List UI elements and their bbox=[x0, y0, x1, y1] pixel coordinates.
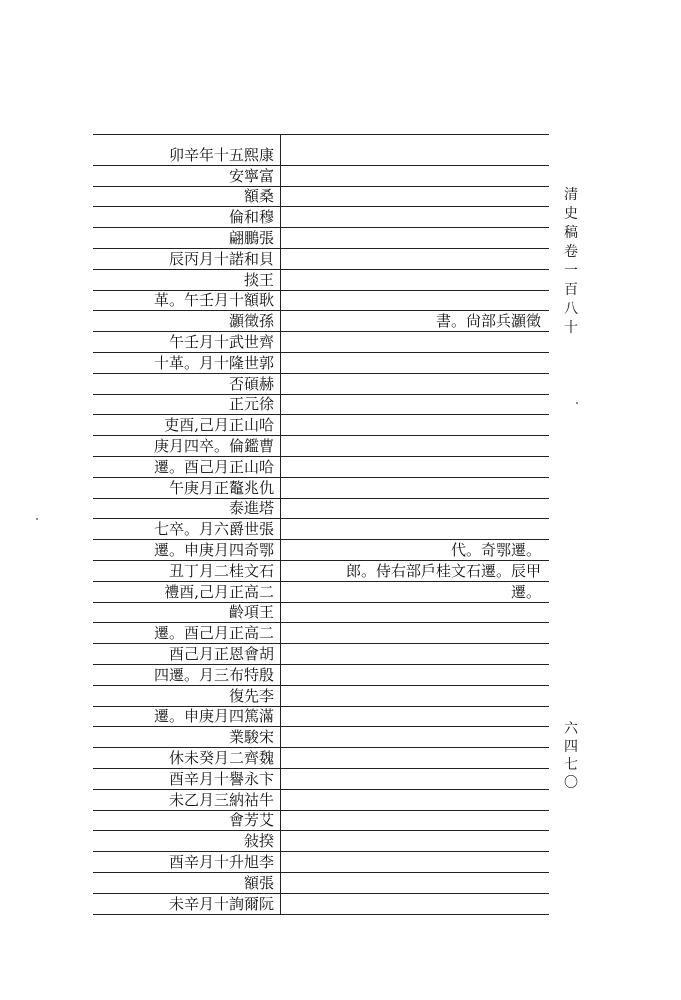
row-left-text: 遷。酉己月正山哈 bbox=[153, 457, 274, 476]
row-left-text: 午庚月正鼇兆仇 bbox=[168, 478, 274, 497]
row-left-text: 正元徐 bbox=[228, 395, 274, 414]
row-left-text: 庚月四卒。倫鑑曹 bbox=[153, 437, 274, 455]
book-title: 清史稿卷一百八十 bbox=[564, 187, 578, 336]
row-left-text: 翩鵬張 bbox=[228, 229, 274, 247]
row-left-text: 齡項王 bbox=[228, 603, 274, 622]
row-left-text: 未辛月十詢爾阮 bbox=[168, 894, 274, 913]
row-right-text: 書。尙部兵灝徵 bbox=[435, 312, 541, 331]
row-left-text: 未乙月三納祜牛 bbox=[168, 790, 274, 809]
row-right-text: 遷。 bbox=[510, 582, 541, 601]
row-rule bbox=[93, 914, 549, 915]
row-left-text: 午壬月十武世齊 bbox=[168, 333, 274, 351]
row-left-text: 泰進塔 bbox=[228, 499, 274, 518]
row-left-text: 遷。申庚月四奇鄂 bbox=[153, 541, 274, 559]
row-left-text: 革。午壬月十額耿 bbox=[153, 291, 274, 310]
row-right-text: 代。奇鄂遷。 bbox=[450, 541, 541, 559]
row-left-text: 掞王 bbox=[243, 270, 274, 289]
row-left-text: 業駿宋 bbox=[228, 728, 274, 747]
row-left-text: 額張 bbox=[243, 873, 274, 892]
row-left-text: 遷。酉己月正高二 bbox=[153, 624, 274, 643]
page-number: 六四七〇 bbox=[564, 721, 578, 791]
print-speck bbox=[36, 518, 38, 520]
row-left-text: 卯辛年十五熙康 bbox=[168, 145, 274, 164]
row-left-text: 四遷。月三布特殷 bbox=[153, 665, 274, 684]
row-left-text: 酉己月正恩會胡 bbox=[168, 645, 274, 663]
row-left-text: 酉辛月十譽永卞 bbox=[168, 769, 274, 788]
row-left-text: 辰丙月十諾和貝 bbox=[168, 249, 274, 268]
row-left-text: 倫和穆 bbox=[228, 208, 274, 227]
row-left-text: 休未癸月二齊魏 bbox=[168, 749, 274, 767]
row-right-text: 郎。侍右部戶桂文石遷。辰甲 bbox=[345, 561, 541, 580]
table-top-rule bbox=[93, 134, 549, 135]
row-left-text: 敍揆 bbox=[243, 832, 274, 851]
row-left-text: 吏酉,己月正山哈 bbox=[164, 416, 274, 435]
row-left-text: 安寧富 bbox=[228, 166, 274, 185]
print-speck bbox=[576, 402, 578, 404]
row-left-text: 酉辛月十升旭李 bbox=[168, 853, 274, 871]
row-left-text: 十革。月十隆世郭 bbox=[153, 353, 274, 372]
column-divider bbox=[280, 134, 281, 914]
row-left-text: 禮酉,己月正高二 bbox=[164, 582, 274, 601]
row-left-text: 丑丁月二桂文石 bbox=[168, 561, 274, 580]
row-left-text: 灝徵孫 bbox=[228, 312, 274, 331]
row-left-text: 會芳艾 bbox=[228, 811, 274, 830]
row-left-text: 否碩赫 bbox=[228, 374, 274, 393]
row-left-text: 遷。申庚月四篤滿 bbox=[153, 707, 274, 726]
row-left-text: 額桑 bbox=[243, 187, 274, 206]
row-left-text: 復先李 bbox=[228, 686, 274, 705]
row-left-text: 七卒。月六爵世張 bbox=[153, 520, 274, 539]
